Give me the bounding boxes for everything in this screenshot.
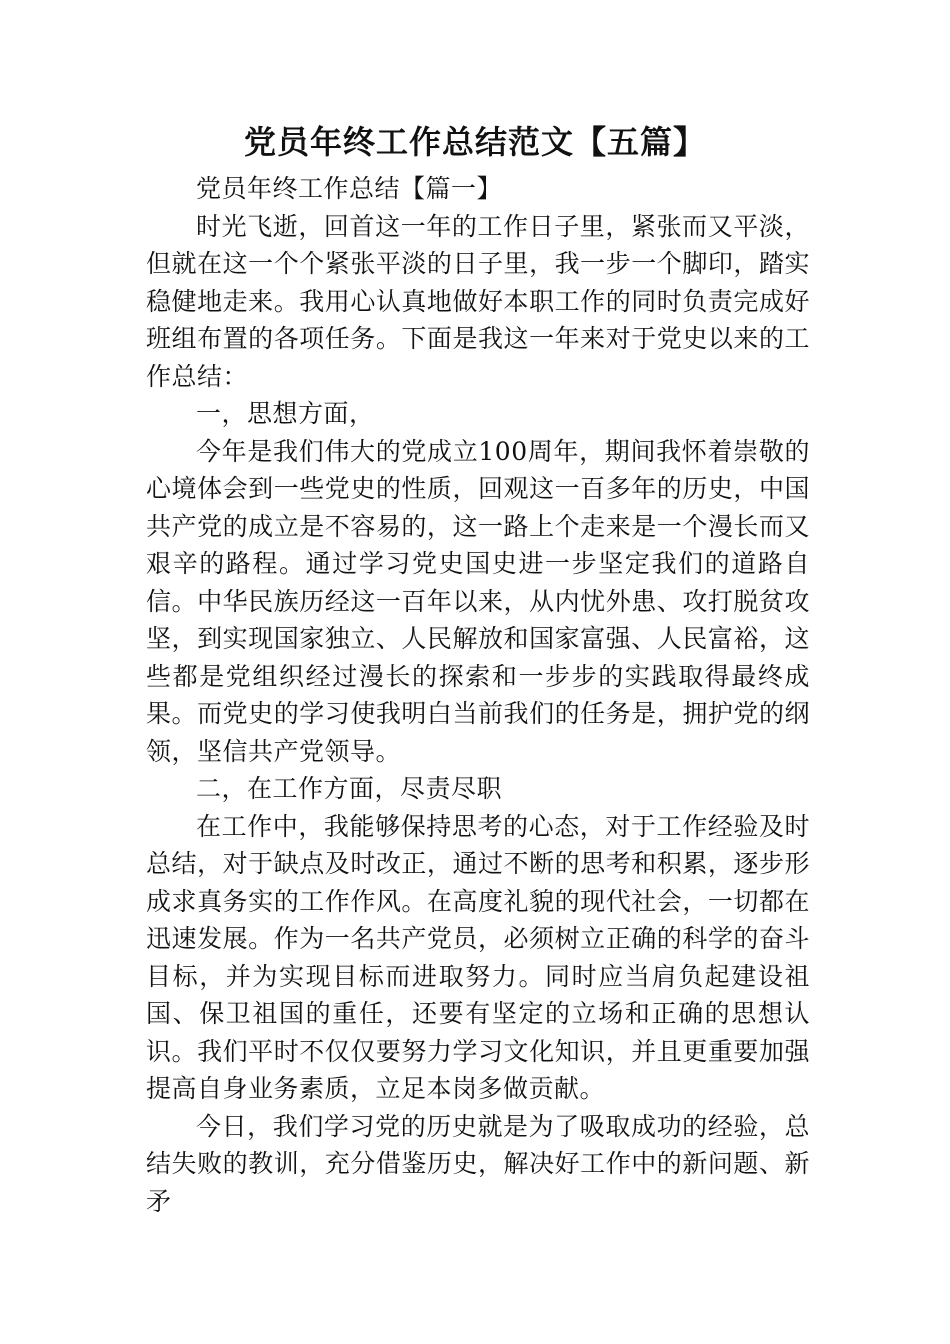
section-heading: 一，思想方面， xyxy=(196,399,375,428)
paragraph: 在工作中，我能够保持思考的心态，对于工作经验及时总结，对于缺点及时改正，通过不断的思考和积累，逐步形成求真务实的工作作风。在高度礼貌的现代社会，一切都在迅速发展。作为一名共产党员，必须树立正确的科学的奋斗目标，并为实现目标而进取努力。同时应当肩负起建设祖国、保卫祖国的重任，还要有坚定的立场和正确的思想认识。我们平时不仅仅要努力学习文化知识，并且更重要加强提高自身业务素质，立足本岗多做贡献。 xyxy=(146,811,810,1103)
document-body xyxy=(146,170,810,1220)
document-title: 党员年终工作总结范文【五篇】 xyxy=(243,123,706,161)
section-heading: 二，在工作方面，尽责尽职 xyxy=(196,774,503,803)
paragraph: 今年是我们伟大的党成立100周年，期间我怀着崇敬的心境体会到一些党史的性质，回观这一百多年的历史，中国共产党的成立是不容易的，这一路上个走来是一个漫长而又艰辛的路程。通过学习党史国史进一步坚定我们的道路自信。中华民族历经这一百年以来，从内忧外患、攻打脱贫攻坚，到实现国家独立、人民解放和国家富强、人民富裕，这些都是党组织经过漫长的探索和一步步的实践取得最终成果。而党史的学习使我明白当前我们的任务是，拥护党的纲领，坚信共产党领导。 xyxy=(146,436,810,766)
paragraph-intro: 时光飞逝，回首这一年的工作日子里，紧张而又平淡，但就在这一个个紧张平淡的日子里，我一步一个脚印，踏实稳健地走来。我用心认真地做好本职工作的同时负责完成好班组布置的各项任务。下面是我这一年来对于党史以来的工作总结： xyxy=(146,211,810,391)
section-heading: 党员年终工作总结【篇一】 xyxy=(196,174,503,203)
paragraph: 今日，我们学习党的历史就是为了吸取成功的经验，总结失败的教训，充分借鉴历史，解决好工作中的新问题、新矛 xyxy=(146,1111,810,1216)
